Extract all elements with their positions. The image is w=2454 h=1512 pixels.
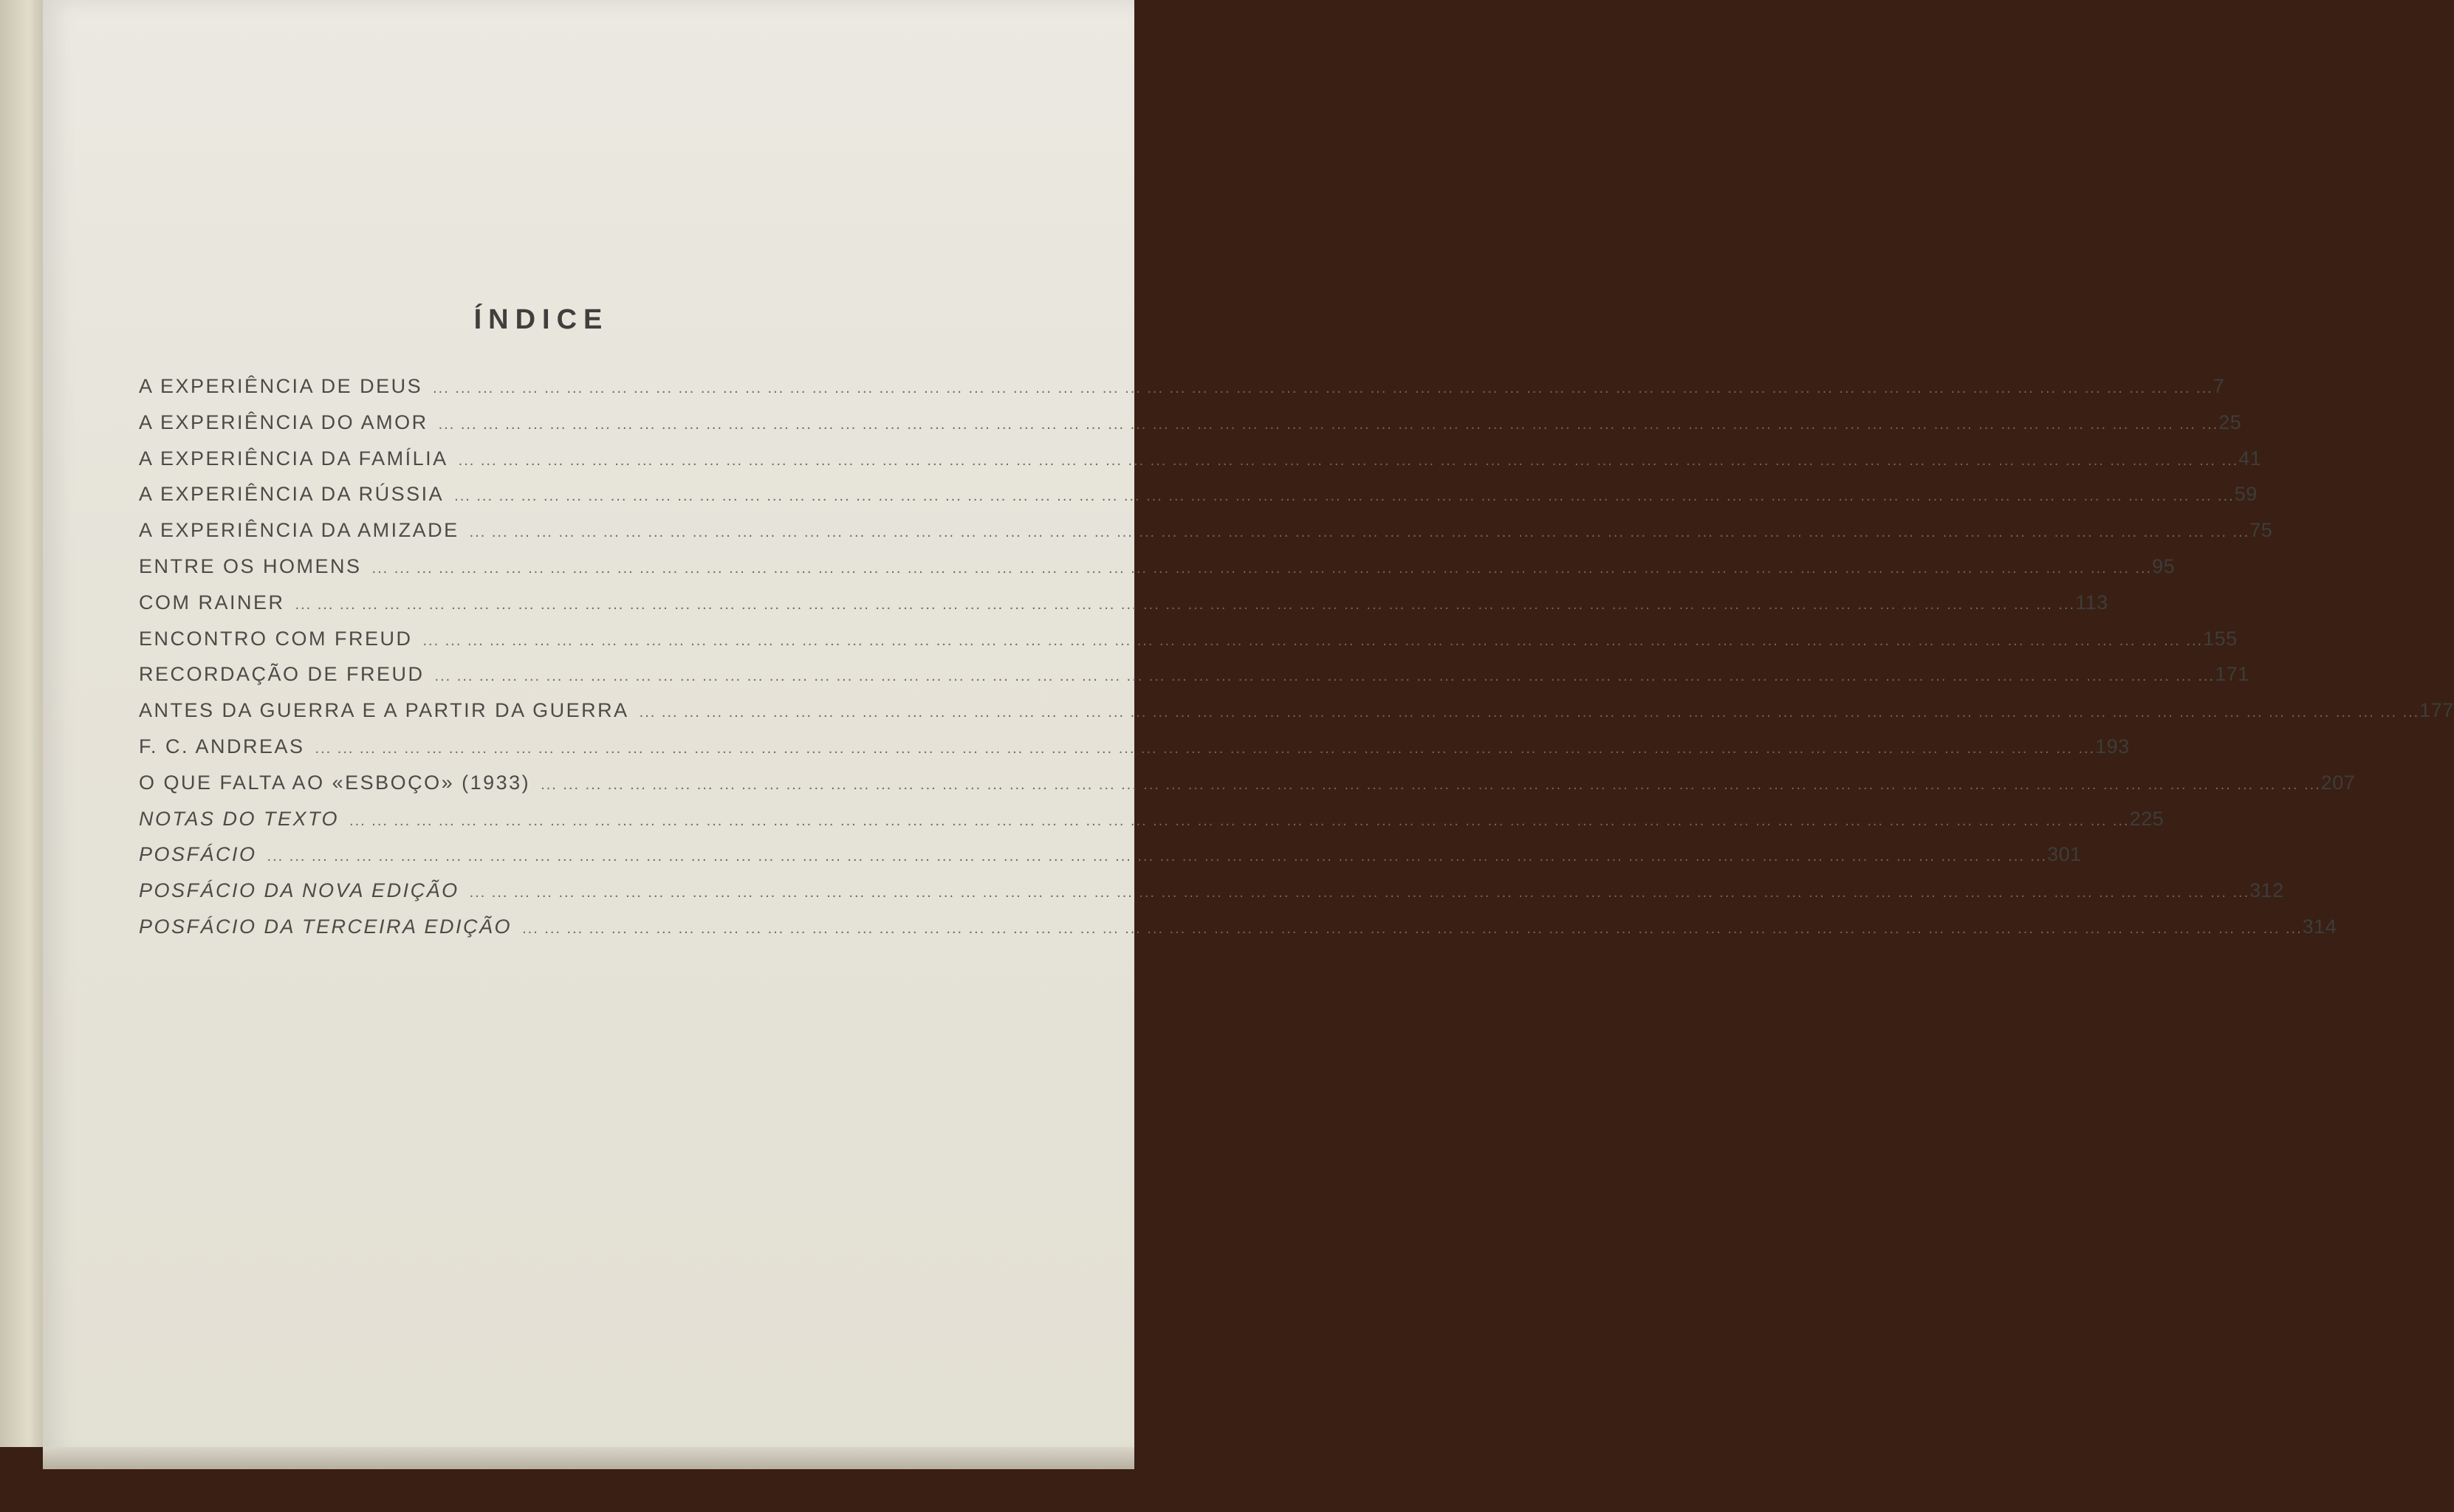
toc-entry — [139, 915, 2337, 952]
toc-entry — [139, 879, 2284, 915]
toc-entry — [139, 554, 2176, 591]
toc-entry-page-number: 155 — [2203, 627, 2238, 650]
toc-entry-page-number: 41 — [2238, 447, 2262, 470]
toc-entry-title: ENCONTRO COM FREUD — [139, 627, 413, 650]
dot-leader: ... ... ... ... ... ... ... ... ... ... ... ... ... ... ... ... ... ... ... ... ... ... ... ... ... ... ... ... ... ... ... ... ... ... ... ... ... ... ... ... ... ... ... ... ... ... ... ... ... ... ... ... ... ... ... ... ... ... ... ... ... ... ... ... ... ... ... ... ... ... ... ... ... ... ... ... ... ... ... ... — [639, 704, 2420, 721]
toc-entry-page-number: 301 — [2047, 843, 2082, 866]
toc-entry-title: RECORDAÇÃO DE FREUD — [139, 663, 425, 686]
dot-leader: ... ... ... ... ... ... ... ... ... ... ... ... ... ... ... ... ... ... ... ... ... ... ... ... ... ... ... ... ... ... ... ... ... ... ... ... ... ... ... ... ... ... ... ... ... ... ... ... ... ... ... ... ... ... ... ... ... ... ... ... ... ... ... ... ... ... ... ... ... ... ... ... ... ... ... ... ... ... ... ... — [433, 380, 2213, 396]
toc-entry-page-number: 314 — [2302, 915, 2337, 938]
dot-leader: ... ... ... ... ... ... ... ... ... ... ... ... ... ... ... ... ... ... ... ... ... ... ... ... ... ... ... ... ... ... ... ... ... ... ... ... ... ... ... ... ... ... ... ... ... ... ... ... ... ... ... ... ... ... ... ... ... ... ... ... ... ... ... ... ... ... ... ... ... ... ... ... ... ... ... ... ... ... ... ... — [315, 740, 2096, 757]
toc-entry — [139, 519, 2273, 555]
toc-entry-page-number: 225 — [2129, 807, 2165, 830]
toc-entry — [139, 627, 2238, 664]
toc-entry-title: POSFÁCIO DA TERCEIRA EDIÇÃO — [139, 915, 513, 938]
toc-entry — [139, 663, 2249, 699]
toc-entry-title: A EXPERIÊNCIA DE DEUS — [139, 375, 423, 397]
toc-entry — [139, 410, 2242, 447]
toc-entry — [139, 807, 2165, 844]
toc-entry-page-number: 312 — [2249, 879, 2284, 902]
toc-entry-page-number: 177 — [2419, 699, 2454, 722]
toc-entry-page-number: 59 — [2234, 483, 2258, 506]
dot-leader: ... ... ... ... ... ... ... ... ... ... ... ... ... ... ... ... ... ... ... ... ... ... ... ... ... ... ... ... ... ... ... ... ... ... ... ... ... ... ... ... ... ... ... ... ... ... ... ... ... ... ... ... ... ... ... ... ... ... ... ... ... ... ... ... ... ... ... ... ... ... ... ... ... ... ... ... ... ... ... ... — [267, 848, 2048, 865]
toc-entry-title: F. C. ANDREAS — [139, 735, 305, 757]
toc-entry — [139, 447, 2262, 484]
toc-entry-title: NOTAS DO TEXTO — [139, 807, 340, 830]
dot-leader: ... ... ... ... ... ... ... ... ... ... ... ... ... ... ... ... ... ... ... ... ... ... ... ... ... ... ... ... ... ... ... ... ... ... ... ... ... ... ... ... ... ... ... ... ... ... ... ... ... ... ... ... ... ... ... ... ... ... ... ... ... ... ... ... ... ... ... ... ... ... ... ... ... ... ... ... ... ... ... ... — [454, 488, 2235, 505]
toc-entry-page-number: 207 — [2320, 771, 2356, 794]
toc-entry — [139, 591, 2108, 628]
dot-leader: ... ... ... ... ... ... ... ... ... ... ... ... ... ... ... ... ... ... ... ... ... ... ... ... ... ... ... ... ... ... ... ... ... ... ... ... ... ... ... ... ... ... ... ... ... ... ... ... ... ... ... ... ... ... ... ... ... ... ... ... ... ... ... ... ... ... ... ... ... ... ... ... ... ... ... ... ... ... ... ... — [469, 524, 2250, 541]
dot-leader: ... ... ... ... ... ... ... ... ... ... ... ... ... ... ... ... ... ... ... ... ... ... ... ... ... ... ... ... ... ... ... ... ... ... ... ... ... ... ... ... ... ... ... ... ... ... ... ... ... ... ... ... ... ... ... ... ... ... ... ... ... ... ... ... ... ... ... ... ... ... ... ... ... ... ... ... ... ... ... ... — [349, 812, 2130, 829]
toc-entry-title: ENTRE OS HOMENS — [139, 554, 362, 577]
dot-leader: ... ... ... ... ... ... ... ... ... ... ... ... ... ... ... ... ... ... ... ... ... ... ... ... ... ... ... ... ... ... ... ... ... ... ... ... ... ... ... ... ... ... ... ... ... ... ... ... ... ... ... ... ... ... ... ... ... ... ... ... ... ... ... ... ... ... ... ... ... ... ... ... ... ... ... ... ... ... ... ... — [295, 596, 2076, 613]
page-title: ÍNDICE — [473, 304, 609, 335]
toc-entry-page-number: 7 — [2213, 375, 2225, 397]
toc-entry-page-number: 75 — [2249, 519, 2273, 542]
toc-entry-title: COM RAINER — [139, 591, 285, 614]
dot-leader: ... ... ... ... ... ... ... ... ... ... ... ... ... ... ... ... ... ... ... ... ... ... ... ... ... ... ... ... ... ... ... ... ... ... ... ... ... ... ... ... ... ... ... ... ... ... ... ... ... ... ... ... ... ... ... ... ... ... ... ... ... ... ... ... ... ... ... ... ... ... ... ... ... ... ... ... ... ... ... ... — [458, 452, 2239, 469]
toc-entry — [139, 699, 2454, 735]
dot-leader: ... ... ... ... ... ... ... ... ... ... ... ... ... ... ... ... ... ... ... ... ... ... ... ... ... ... ... ... ... ... ... ... ... ... ... ... ... ... ... ... ... ... ... ... ... ... ... ... ... ... ... ... ... ... ... ... ... ... ... ... ... ... ... ... ... ... ... ... ... ... ... ... ... ... ... ... ... ... ... ... — [522, 920, 2303, 937]
toc-entry-title: ANTES DA GUERRA E A PARTIR DA GUERRA — [139, 699, 629, 722]
toc-entry-page-number: 193 — [2095, 735, 2130, 757]
toc-entry-title: A EXPERIÊNCIA DA RÚSSIA — [139, 483, 445, 506]
toc-entry-title: POSFÁCIO — [139, 843, 257, 866]
toc-entry — [139, 771, 2356, 808]
page-bottom-edge — [43, 1447, 1134, 1469]
toc-entry — [139, 375, 2225, 411]
toc-entry — [139, 843, 2082, 879]
table-of-contents — [139, 375, 2454, 952]
toc-entry-page-number: 113 — [2075, 591, 2108, 614]
dot-leader: ... ... ... ... ... ... ... ... ... ... ... ... ... ... ... ... ... ... ... ... ... ... ... ... ... ... ... ... ... ... ... ... ... ... ... ... ... ... ... ... ... ... ... ... ... ... ... ... ... ... ... ... ... ... ... ... ... ... ... ... ... ... ... ... ... ... ... ... ... ... ... ... ... ... ... ... ... ... ... ... — [371, 560, 2153, 577]
toc-entry-title: A EXPERIÊNCIA DA AMIZADE — [139, 519, 459, 542]
dot-leader: ... ... ... ... ... ... ... ... ... ... ... ... ... ... ... ... ... ... ... ... ... ... ... ... ... ... ... ... ... ... ... ... ... ... ... ... ... ... ... ... ... ... ... ... ... ... ... ... ... ... ... ... ... ... ... ... ... ... ... ... ... ... ... ... ... ... ... ... ... ... ... ... ... ... ... ... ... ... ... ... — [469, 884, 2250, 901]
dot-leader: ... ... ... ... ... ... ... ... ... ... ... ... ... ... ... ... ... ... ... ... ... ... ... ... ... ... ... ... ... ... ... ... ... ... ... ... ... ... ... ... ... ... ... ... ... ... ... ... ... ... ... ... ... ... ... ... ... ... ... ... ... ... ... ... ... ... ... ... ... ... ... ... ... ... ... ... ... ... ... ... — [434, 668, 2215, 685]
dot-leader: ... ... ... ... ... ... ... ... ... ... ... ... ... ... ... ... ... ... ... ... ... ... ... ... ... ... ... ... ... ... ... ... ... ... ... ... ... ... ... ... ... ... ... ... ... ... ... ... ... ... ... ... ... ... ... ... ... ... ... ... ... ... ... ... ... ... ... ... ... ... ... ... ... ... ... ... ... ... ... ... — [541, 776, 2321, 793]
toc-entry-title: A EXPERIÊNCIA DA FAMÍLIA — [139, 447, 448, 470]
dot-leader: ... ... ... ... ... ... ... ... ... ... ... ... ... ... ... ... ... ... ... ... ... ... ... ... ... ... ... ... ... ... ... ... ... ... ... ... ... ... ... ... ... ... ... ... ... ... ... ... ... ... ... ... ... ... ... ... ... ... ... ... ... ... ... ... ... ... ... ... ... ... ... ... ... ... ... ... ... ... ... ... — [422, 632, 2204, 649]
toc-entry-page-number: 25 — [2218, 410, 2242, 433]
toc-entry-title: A EXPERIÊNCIA DO AMOR — [139, 410, 428, 433]
dot-leader: ... ... ... ... ... ... ... ... ... ... ... ... ... ... ... ... ... ... ... ... ... ... ... ... ... ... ... ... ... ... ... ... ... ... ... ... ... ... ... ... ... ... ... ... ... ... ... ... ... ... ... ... ... ... ... ... ... ... ... ... ... ... ... ... ... ... ... ... ... ... ... ... ... ... ... ... ... ... ... ... — [438, 416, 2219, 433]
toc-entry — [139, 735, 2130, 772]
toc-entry-title: POSFÁCIO DA NOVA EDIÇÃO — [139, 879, 459, 902]
toc-entry-page-number: 95 — [2152, 554, 2176, 577]
toc-entry — [139, 483, 2258, 519]
toc-entry-title: O QUE FALTA AO «ESBOÇO» (1933) — [139, 771, 531, 794]
toc-entry-page-number: 171 — [2215, 663, 2249, 686]
